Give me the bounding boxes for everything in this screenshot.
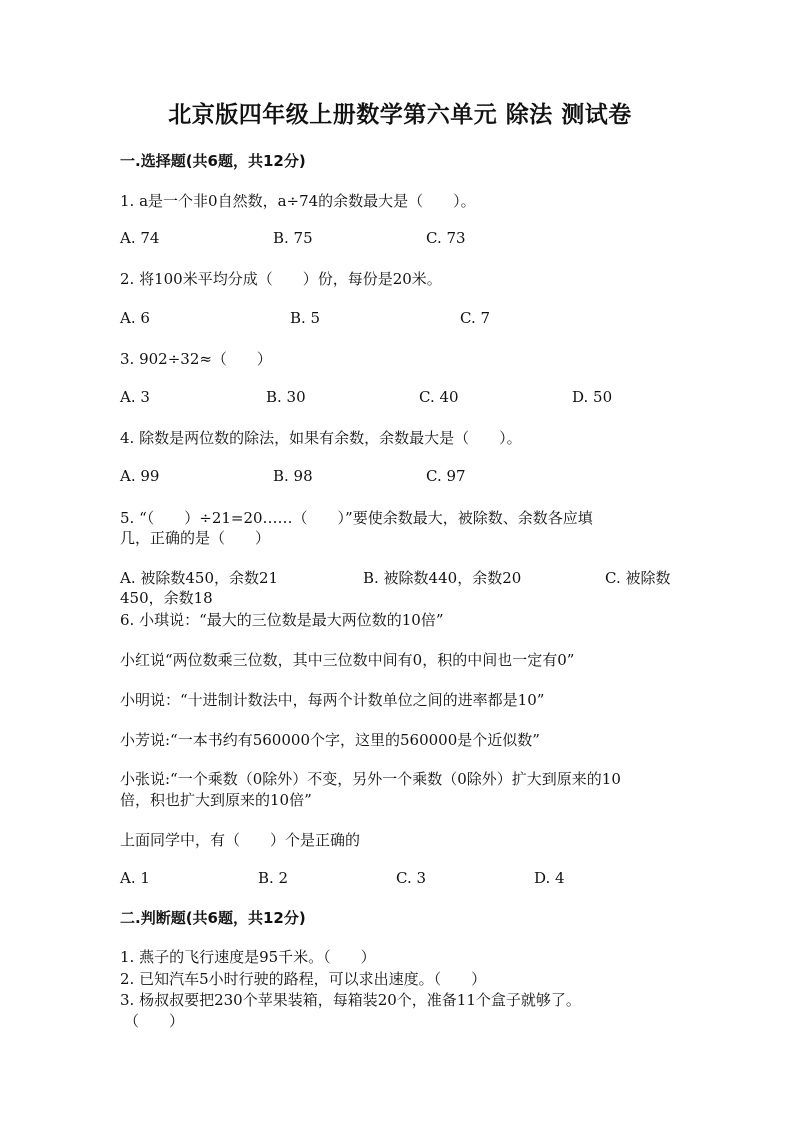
question-6-line3: 小明说：“十进制计数法中，每两个计数单位之间的进率都是10” bbox=[120, 691, 545, 709]
page-title: 北京版四年级上册数学第六单元 除法 测试卷 bbox=[168, 102, 632, 128]
option-6b: B. 2 bbox=[258, 869, 289, 887]
question-6-line1: 6. 小琪说：“最大的三位数是最大两位数的10倍” bbox=[120, 611, 444, 629]
option-1a: A. 74 bbox=[120, 229, 160, 247]
question-6-line6: 倍，积也扩大到原来的10倍” bbox=[120, 791, 312, 809]
option-2b: B. 5 bbox=[290, 309, 321, 327]
section-heading-choice: 一.选择题(共6题，共12分) bbox=[120, 152, 306, 170]
option-6d: D. 4 bbox=[534, 869, 565, 887]
option-3a: A. 3 bbox=[120, 388, 150, 406]
option-4a: A. 99 bbox=[120, 467, 160, 485]
option-2c: C. 7 bbox=[460, 309, 491, 327]
question-6-line4: 小芳说:“一本书约有560000个字，这里的560000是个近似数” bbox=[120, 731, 540, 749]
option-2a: A. 6 bbox=[120, 309, 150, 327]
option-6c: C. 3 bbox=[396, 869, 427, 887]
option-5b: B. 被除数440，余数20 bbox=[363, 569, 522, 587]
judgment-2: 2. 已知汽车5小时行驶的路程，可以求出速度。（ ） bbox=[120, 970, 487, 988]
question-1: 1. a是一个非0自然数，a÷74的余数最大是（ ）。 bbox=[120, 192, 476, 210]
option-1b: B. 75 bbox=[273, 229, 313, 247]
judgment-3: 3. 杨叔叔要把230个苹果装箱，每箱装20个，准备11个盒子就够了。 bbox=[120, 991, 581, 1009]
option-1c: C. 73 bbox=[426, 229, 466, 247]
option-3c: C. 40 bbox=[419, 388, 459, 406]
option-6a: A. 1 bbox=[120, 869, 150, 887]
section-heading-judgment: 二.判断题(共6题，共12分) bbox=[120, 909, 306, 927]
option-3d: D. 50 bbox=[572, 388, 613, 406]
question-4: 4. 除数是两位数的除法，如果有余数，余数最大是（ ）。 bbox=[120, 429, 522, 447]
option-4c: C. 97 bbox=[426, 467, 466, 485]
option-3b: B. 30 bbox=[266, 388, 306, 406]
question-6-line2: 小红说“两位数乘三位数，其中三位数中间有0，积的中间也一定有0” bbox=[120, 651, 575, 669]
judgment-1: 1. 燕子的飞行速度是95千米。（ ） bbox=[120, 948, 376, 966]
question-3: 3. 902÷32≈（ ） bbox=[120, 350, 272, 368]
option-4b: B. 98 bbox=[273, 467, 313, 485]
question-6-line7: 上面同学中，有（ ）个是正确的 bbox=[120, 831, 361, 849]
option-5c-wrap: 450，余数18 bbox=[120, 589, 213, 607]
question-5-line1: 5. “（ ）÷21=20……（ ）”要使余数最大，被除数、余数各应填 bbox=[120, 509, 593, 527]
judgment-3-blank: （ ） bbox=[124, 1012, 185, 1030]
option-5a: A. 被除数450，余数21 bbox=[120, 569, 279, 587]
option-5c: C. 被除数 bbox=[605, 569, 671, 587]
question-2: 2. 将100米平均分成（ ）份，每份是20米。 bbox=[120, 270, 442, 288]
question-5-line2: 几，正确的是（ ） bbox=[120, 529, 271, 547]
question-6-line5: 小张说:“一个乘数（0除外）不变，另外一个乘数（0除外）扩大到原来的10 bbox=[120, 770, 621, 788]
